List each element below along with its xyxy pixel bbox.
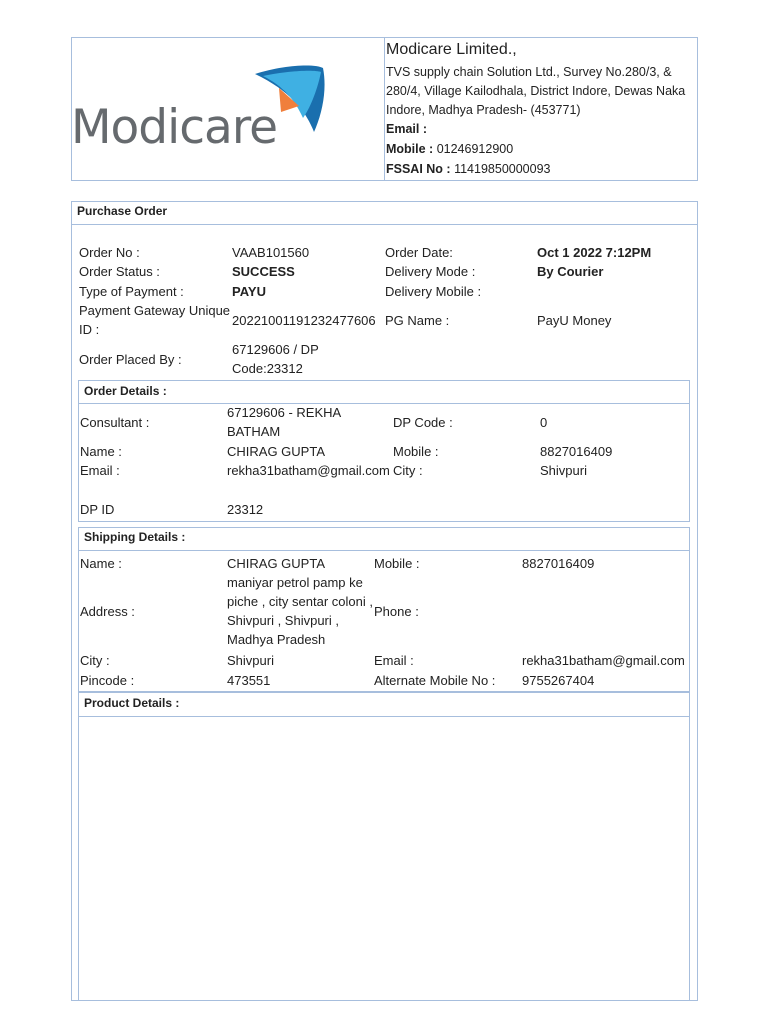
sd-address-value: maniyar petrol pamp ke piche , city sentar coloni , Shivpuri , Shivpuri , Madhya Pradesh [227,575,373,647]
company-mobile-label: Mobile : [386,142,434,156]
product-details-title: Product Details : [84,696,180,710]
delivery-mode-value: By Courier [537,264,604,279]
od-city-label: City : [393,463,423,478]
order-no-value: VAAB101560 [232,245,310,260]
pg-uid-value: 20221001191232477606 [232,313,376,328]
payment-type-value: PAYU [232,284,266,299]
sd-pincode-label: Pincode : [80,673,135,688]
order-details-title-divider [78,403,690,404]
logo-text: Modicare [71,100,278,155]
sd-name-value: CHIRAG GUPTA [227,556,325,571]
product-details-title-divider [78,716,690,717]
od-email-value: rekha31batham@gmail.com [227,463,390,478]
placed-by-label: Order Placed By : [79,352,182,367]
sd-city-label: City : [80,653,110,668]
pg-name-label: PG Name : [385,313,450,328]
sd-address-label: Address : [80,604,135,619]
order-date-label: Order Date: [385,245,453,260]
delivery-mobile-label: Delivery Mobile : [385,284,482,299]
shipping-details-title: Shipping Details : [84,530,186,544]
pg-name-value: PayU Money [537,313,612,328]
dp-code-value: 0 [540,415,548,430]
od-name-label: Name : [80,444,122,459]
sd-phone-label: Phone : [374,604,419,619]
company-logo [71,62,331,157]
header-divider [384,37,385,181]
sd-mobile-value: 8827016409 [522,556,595,571]
pg-uid-label: Payment Gateway Unique ID : [79,303,231,337]
sd-city-value: Shivpuri [227,653,274,668]
sd-alt-mobile-label: Alternate Mobile No : [374,673,496,688]
consultant-value: 67129606 - REKHA BATHAM [227,405,341,439]
purchase-order-title-divider [71,224,698,225]
placed-by-value: 67129606 / DP Code:23312 [232,342,319,376]
purchase-order-title: Purchase Order [77,204,168,218]
company-mobile [386,140,513,159]
company-name: Modicare Limited., [386,41,517,58]
company-email-label: Email : [386,122,427,136]
od-name-value: CHIRAG GUPTA [227,444,325,459]
dp-id-label: DP ID [80,502,115,517]
company-fssai [386,160,550,179]
company-fssai-label: FSSAI No : [386,162,451,176]
sd-pincode-value: 473551 [227,673,271,688]
od-mobile-label: Mobile : [393,444,439,459]
order-details-title: Order Details : [84,384,167,398]
company-address: TVS supply chain Solution Ltd., Survey No.280/3, & 280/4, Village Kailodhala, District Indore, Dewas Naka Indore, Madhya Pradesh- (453771) [386,65,686,117]
order-status-value: SUCCESS [232,264,295,279]
order-date-value: Oct 1 2022 7:12PM [537,245,652,260]
order-status-label: Order Status : [79,264,160,279]
order-no-label: Order No : [79,245,140,260]
od-mobile-value: 8827016409 [540,444,613,459]
dp-id-value: 23312 [227,502,264,517]
company-mobile-value: 01246912900 [436,142,514,156]
company-email [386,120,427,139]
payment-type-label: Type of Payment : [79,284,184,299]
consultant-label: Consultant : [80,415,150,430]
od-city-value: Shivpuri [540,463,587,478]
dp-code-label: DP Code : [393,415,453,430]
sd-name-label: Name : [80,556,122,571]
sd-email-value: rekha31batham@gmail.com [522,653,685,668]
company-fssai-value: 11419850000093 [454,162,551,176]
sd-mobile-label: Mobile : [374,556,420,571]
shipping-details-title-divider [78,550,690,551]
delivery-mode-label: Delivery Mode : [385,264,476,279]
sd-alt-mobile-value: 9755267404 [522,673,595,688]
od-email-label: Email : [80,463,120,478]
sd-email-label: Email : [374,653,414,668]
product-details-box [78,692,690,1001]
